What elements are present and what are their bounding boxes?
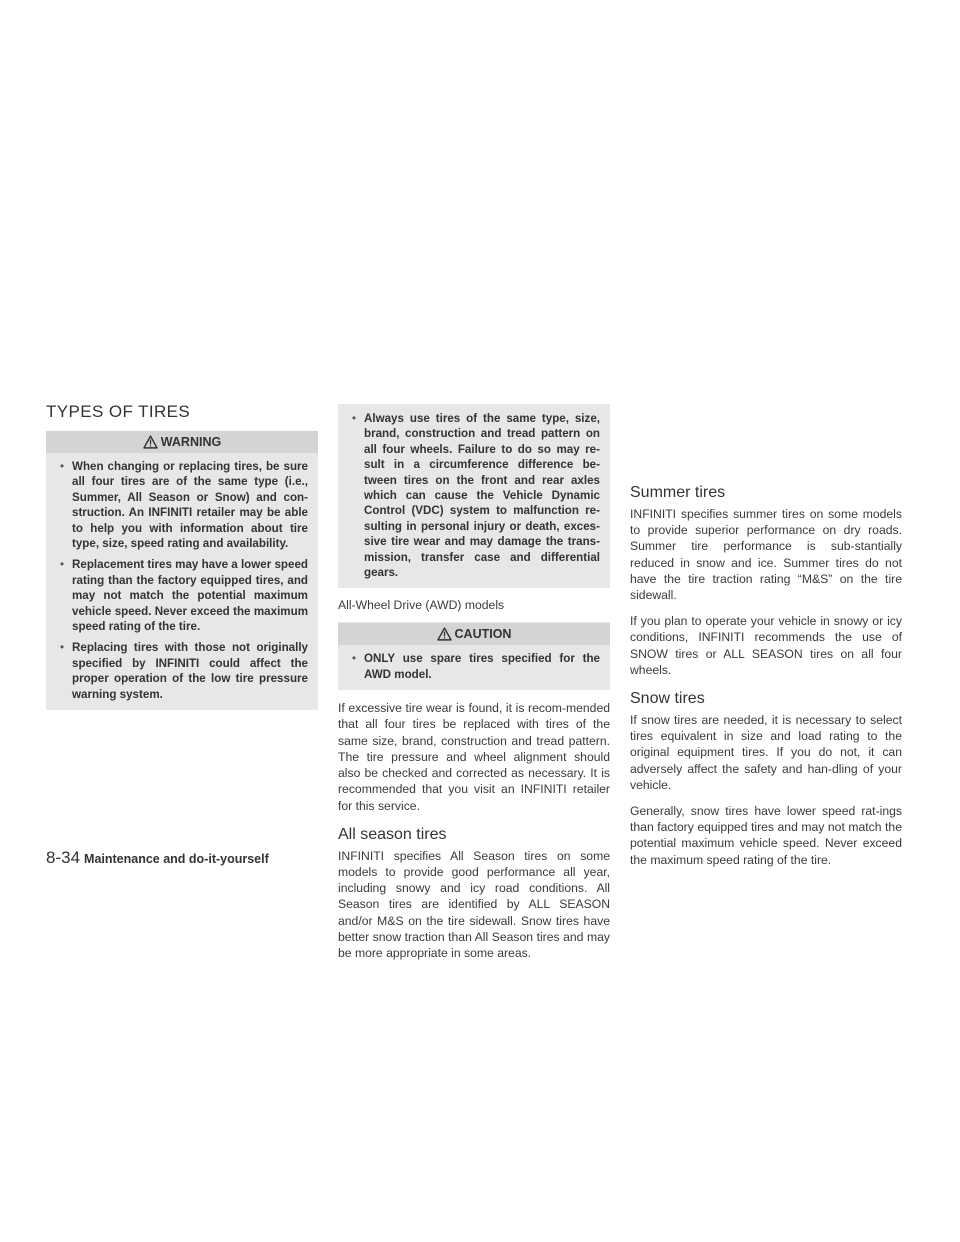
summer-paragraph-1: INFINITI specifies summer tires on some models to provide superior performance on dry roads. Summer tire performance is sub-stantially reduced in snow and ice. Summer tires do not have the tire traction rating “M&S” on the tire sidewall. xyxy=(630,507,902,603)
page-title: TYPES OF TIRES xyxy=(46,402,191,421)
awd-label: All-Wheel Drive (AWD) models xyxy=(338,598,505,613)
summer-heading: Summer tires xyxy=(630,484,726,501)
caution-box xyxy=(338,622,610,690)
excessive-wear-paragraph: If excessive tire wear is found, it is recom-mended that all four tires be replaced with tires of the same size, brand, construction and tread pattern. The tire pressure and wheel alignment should also be checked and corrected as necessary. It is recommended that you visit an INFINITI retailer for this service. xyxy=(338,701,610,813)
warning-box xyxy=(46,431,318,710)
column-3 xyxy=(630,404,902,868)
warning-label: WARNING xyxy=(160,435,222,449)
all-season-heading: All season tires xyxy=(338,825,447,843)
snow-heading: Snow tires xyxy=(630,690,705,708)
warning-item: • Always use tires of the same type, size, brand, construction and tread pattern on all four wheels. Failure to do so may re-sult in a circumference difference be-tween tires on the front and rear axles which can cause the Vehicle Dynamic Control (VDC) system to malfunction re-sulting in personal injury or death, exces-sive tire wear and may damage the trans-mission, transfer case and differential gears. xyxy=(350,411,600,580)
warning-item: • Replacement tires may have a lower speed rating than the factory equipped tires, and may not match the potential maximum vehicle speed. Never exceed the maximum speed rating of the tire. xyxy=(58,557,308,634)
snow-paragraph-2: Generally, snow tires have lower speed rat-ings than factory equipped tires and may not match the potential maximum vehicle speed. Never exceed the maximum speed rating of the tire. xyxy=(630,804,902,867)
warning-item: • When changing or replacing tires, be sure all four tires are of the same type (i.e., Summer, All Season or Snow) and con-struction. An INFINITI retailer may be able to help you with information about tire type, size, speed rating and availability. xyxy=(58,459,308,551)
snow-paragraph-1: If snow tires are needed, it is necessary to select tires equivalent in size and load rating to the original equipment tires. If you do not, it can adversely affect the safety and han-dling of your vehicle. xyxy=(630,713,902,792)
column-1 xyxy=(46,431,318,710)
warning-header xyxy=(46,431,318,453)
all-season-text: INFINITI specifies All Season tires on some models to provide good performance all year, including snowy and icy road conditions. All Season tires are identified by ALL SEASON and/or M&S on the tire sidewall. Snow tires have better snow traction than All Season tires and may be more appropriate in some areas. xyxy=(338,848,610,960)
warning-box-continued xyxy=(338,404,610,588)
column-2 xyxy=(338,404,610,961)
caution-triangle-icon xyxy=(437,627,452,641)
warning-item: • Replacing tires with those not originally specified by INFINITI could affect the proper operation of the low tire pressure warning system. xyxy=(58,640,308,702)
section-name: Maintenance and do-it-yourself xyxy=(84,852,269,866)
warning-triangle-icon xyxy=(143,435,158,449)
all-season-paragraph xyxy=(338,848,610,961)
caution-item: • ONLY use spare tires specified for the AWD model. xyxy=(350,651,600,682)
caution-header xyxy=(338,623,610,645)
summer-paragraph-2: If you plan to operate your vehicle in snowy or icy conditions, INFINITI recommends the use of SNOW tires or ALL SEASON tires on all four wheels. xyxy=(630,614,902,677)
caution-label: CAUTION xyxy=(454,627,512,642)
page-number: 8-34 xyxy=(46,848,81,867)
page-footer xyxy=(46,848,269,868)
